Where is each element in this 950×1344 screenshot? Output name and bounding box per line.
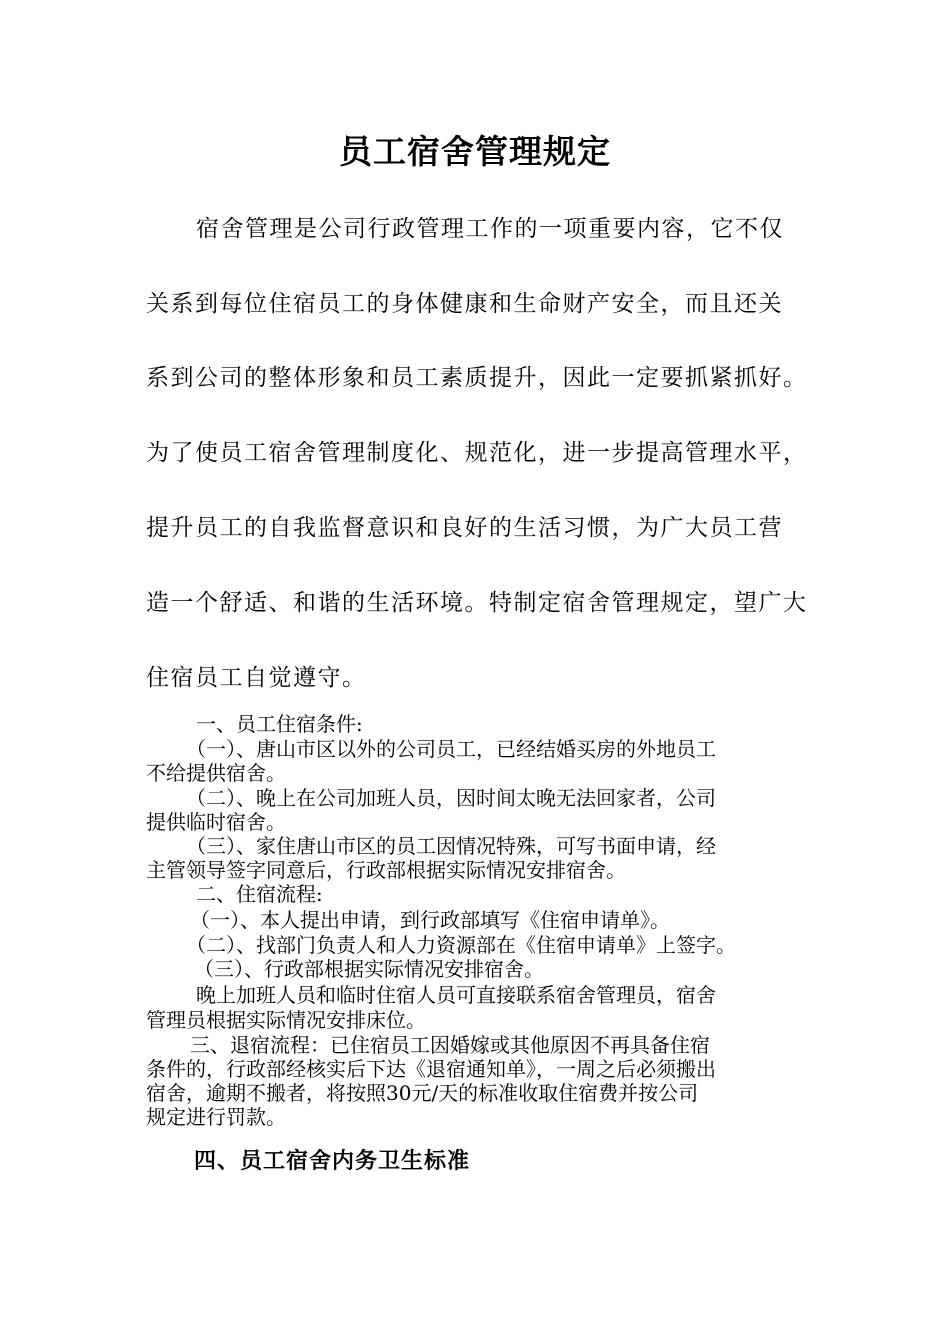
body-line: （一）、唐山市区以外的公司员工，已经结婚买房的外地员工 (186, 737, 716, 761)
body-line: （二）、找部门负责人和人力资源部在《住宿申请单》上签字。 (186, 933, 736, 957)
body-line: （三）、行政部根据实际情况安排宿舍。 (194, 957, 544, 981)
intro-line: 系到公司的整体形象和员工素质提升，因此一定要抓紧抓好。 (146, 365, 808, 391)
body-line: 宿舍，逾期不搬者，将按照30元/天的标准收取住宿费并按公司 (146, 1081, 699, 1105)
intro-line: 关系到每位住宿员工的身体健康和生命财产安全，而且还关 (146, 291, 783, 317)
intro-line: 宿舍管理是公司行政管理工作的一项重要内容，它不仅 (196, 216, 784, 242)
body-line: （二）、晚上在公司加班人员，因时间太晚无法回家者，公司 (186, 786, 716, 810)
intro-line: 为了使员工宿舍管理制度化、规范化，进一步提高管理水平， (146, 440, 808, 466)
body-line: （一）、本人提出申请，到行政部填写《住宿申请单》。 (190, 908, 670, 932)
body-line: 条件的，行政部经核实后下达《退宿通知单》，一周之后必须搬出 (146, 1057, 716, 1081)
body-line: （三）、家住唐山市区的员工因情况特殊，可写书面申请，经 (186, 834, 716, 858)
section-heading-4: 四、员工宿舍内务卫生标准 (194, 1148, 471, 1174)
body-line: 规定进行罚款。 (146, 1105, 286, 1129)
document-title: 员工宿舍管理规定 (339, 132, 611, 171)
body-line: 提供临时宿舍。 (146, 810, 286, 834)
section-heading-3: 三、退宿流程：已住宿员工因婚嫁或其他原因不再具备住宿 (190, 1033, 710, 1057)
body-line: 不给提供宿舍。 (146, 761, 286, 785)
intro-line: 住宿员工自觉遵守。 (146, 665, 367, 691)
section-heading-2: 二、住宿流程: (196, 882, 323, 906)
intro-line: 造一个舒适、和谐的生活环境。特制定宿舍管理规定，望广大 (146, 590, 808, 616)
section-heading-1: 一、员工住宿条件: (196, 712, 363, 736)
body-line: 晚上加班人员和临时住宿人员可直接联系宿舍管理员，宿舍 (196, 983, 716, 1007)
body-line: 主管领导签字同意后，行政部根据实际情况安排宿舍。 (146, 858, 626, 882)
body-line: 管理员根据实际情况安排床位。 (146, 1008, 426, 1032)
intro-line: 提升员工的自我监督意识和良好的生活习惯，为广大员工营 (146, 515, 783, 541)
